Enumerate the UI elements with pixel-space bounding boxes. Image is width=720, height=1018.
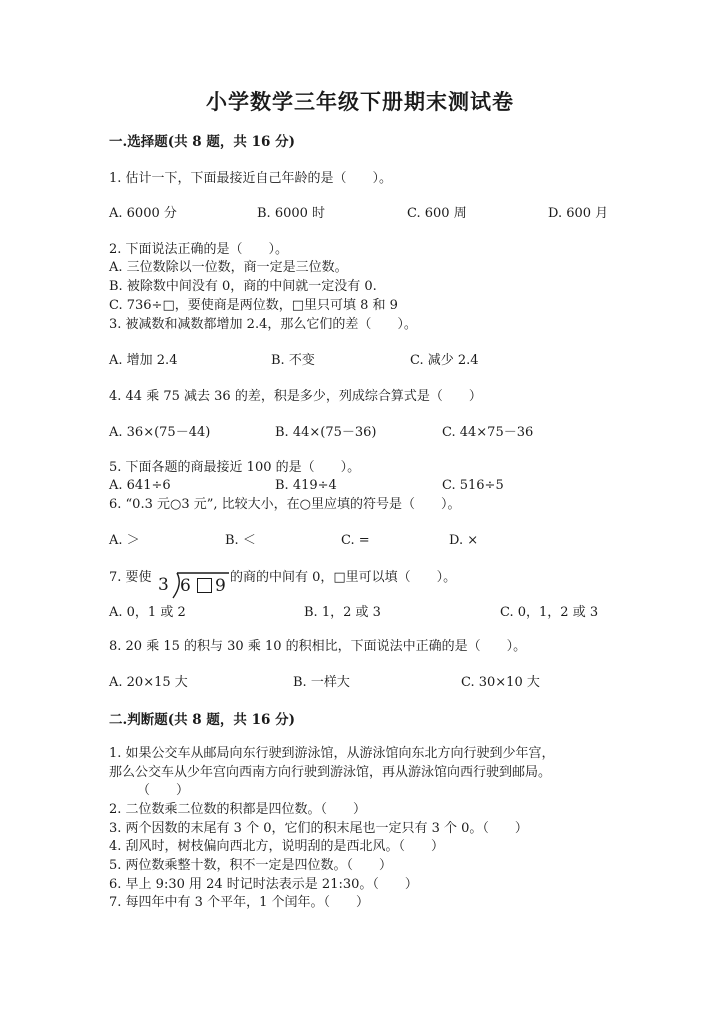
question-1-option-b: B. 6000 时	[257, 206, 326, 221]
question-4-option-b: B. 44×(75－36)	[275, 425, 377, 440]
question-1-option-d: D. 600 月	[548, 206, 609, 221]
section-heading-judge: 二.判断题(共 8 题，共 16 分)	[109, 712, 295, 728]
question-7-prefix: 7. 要使	[109, 570, 152, 585]
question-5-option-b: B. 419÷4	[275, 478, 337, 493]
long-division-divisor: 3	[158, 575, 169, 595]
question-7-suffix: 的商的中间有 0，□里可以填（ ）。	[230, 570, 457, 585]
question-6-option-b: B. ＜	[225, 533, 256, 548]
judge-item-7: 7. 每四年中有 3 个平年，1 个闰年。（ ）	[109, 895, 369, 910]
question-3-option-b: B. 不变	[271, 353, 315, 368]
question-5-option-a: A. 641÷6	[109, 478, 171, 493]
question-4-text: 4. 44 乘 75 减去 36 的差，积是多少，列成综合算式是（ ）	[109, 389, 482, 404]
question-1-option-a: A. 6000 分	[109, 206, 177, 221]
question-2-line-c: C. 736÷□，要使商是两位数，□里只可填 8 和 9	[109, 298, 398, 313]
question-2-line-a: A. 三位数除以一位数，商一定是三位数。	[109, 260, 348, 275]
judge-item-1-line-1: 1. 如果公交车从邮局向东行驶到游泳馆，从游泳馆向东北方向行驶到少年宫，	[109, 746, 555, 761]
question-3-option-a: A. 增加 2.4	[109, 353, 178, 368]
question-5-option-c: C. 516÷5	[442, 478, 504, 493]
judge-item-1-blank: （ ）	[137, 783, 190, 798]
long-division-figure	[158, 570, 230, 600]
page-title: 小学数学三年级下册期末测试卷	[206, 89, 514, 114]
question-8-option-b: B. 一样大	[293, 675, 350, 690]
long-division-digit-2: 9	[215, 576, 226, 596]
long-division-digit-1: 6	[180, 576, 191, 596]
judge-item-4: 4. 刮风时，树枝偏向西北方，说明刮的是西北风。（ ）	[109, 839, 445, 854]
question-8-option-c: C. 30×10 大	[461, 675, 540, 690]
question-6-option-a: A. ＞	[109, 533, 140, 548]
question-4-option-c: C. 44×75－36	[442, 425, 534, 440]
question-7-option-a: A. 0，1 或 2	[109, 605, 186, 620]
judge-item-6: 6. 早上 9:30 用 24 时记时法表示是 21:30。（ ）	[109, 877, 418, 892]
blank-box-icon	[197, 578, 212, 593]
question-2-text: 2. 下面说法正确的是（ ）。	[109, 242, 289, 257]
question-1-option-c: C. 600 周	[407, 206, 467, 221]
question-5-text: 5. 下面各题的商最接近 100 的是（ ）。	[109, 460, 361, 475]
question-4-option-a: A. 36×(75－44)	[109, 425, 211, 440]
question-8-option-a: A. 20×15 大	[109, 675, 188, 690]
judge-item-5: 5. 两位数乘整十数，积不一定是四位数。（ ）	[109, 858, 393, 873]
question-2-line-b: B. 被除数中间没有 0，商的中间就一定没有 0.	[109, 279, 377, 294]
question-3-text: 3. 被减数和减数都增加 2.4，那么它们的差（ ）。	[109, 317, 417, 332]
section-heading-choice: 一.选择题(共 8 题，共 16 分)	[109, 134, 295, 150]
question-8-text: 8. 20 乘 15 的积与 30 乘 10 的积相比，下面说法中正确的是（ ）。	[109, 639, 527, 654]
judge-item-3: 3. 两个因数的末尾有 3 个 0，它们的积末尾也一定只有 3 个 0。（ ）	[109, 821, 528, 836]
judge-item-1-line-2: 那么公交车从少年宫向西南方向行驶到游泳馆，再从游泳馆向西行驶到邮局。	[109, 765, 552, 780]
question-3-option-c: C. 减少 2.4	[410, 353, 479, 368]
question-6-text: 6. “0.3 元○3 元”, 比较大小，在○里应填的符号是（ ）。	[109, 497, 461, 512]
judge-item-2: 2. 二位数乘二位数的积都是四位数。（ ）	[109, 802, 367, 817]
question-6-option-c: C. =	[341, 533, 370, 548]
question-6-option-d: D. ×	[449, 533, 479, 548]
question-7-option-c: C. 0，1，2 或 3	[500, 605, 599, 620]
question-7-option-b: B. 1，2 或 3	[304, 605, 381, 620]
question-1-text: 1. 估计一下，下面最接近自己年龄的是（ ）。	[109, 171, 393, 186]
